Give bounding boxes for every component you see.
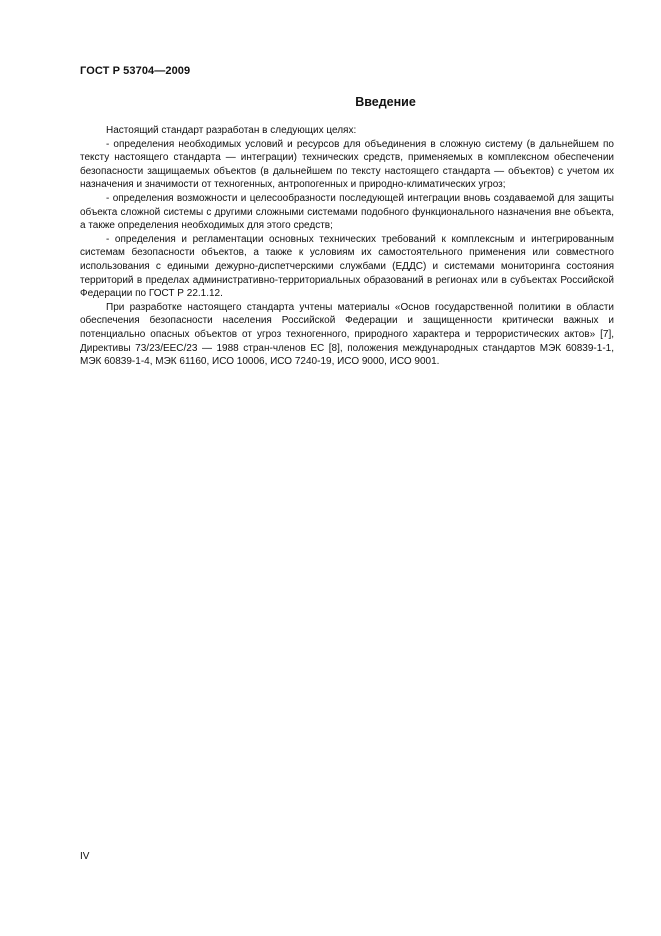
sources-paragraph: При разработке настоящего стандарта учтены материалы «Основ государственной политики в области обеспечения безопасности населения Российской Федерации и защищенности критически важных и потенциально опасных объектов от угроз техногенного, природного характера и террористических актов» [7], Директивы 73/23/ЕЕС/23 — 1988 стран-членов ЕС [8], положения международных стандартов МЭК 60839-1-1, МЭК 60839-1-4, МЭК 61160, ИСО 10006, ИСО 7240-19, ИСО 9000, ИСО 9001.: [80, 301, 614, 368]
goal-item-requirements: - определения и регламентации основных технических требований к комплексным и интегрированным системам безопасности объектов, а также к условиям их самостоятельного применения или совместного использования с едиными дежурно-диспетчерскими службами (ЕДДС) и системами мониторинга состояния территорий в пределах административно-территориальных образований в регионах или в субъектах Российской Федерации по ГОСТ Р 22.1.12.: [80, 233, 614, 300]
goal-item-external-integration: - определения возможности и целесообразности последующей интеграции вновь создаваемой для защиты объекта сложной системы с другими сложными системами подобного функционального назначения вне объекта, а также определения необходимых для этого средств;: [80, 192, 614, 232]
goal-item-integration: - определения необходимых условий и ресурсов для объединения в сложную систему (в дальнейшем по тексту настоящего стандарта — интеграции) технических средств, применяемых в комплексном обеспечении безопасности защищаемых объектов (в дальнейшем по тексту настоящего стандарта — объектов) с учетом их назначения и значимости от техногенных, антропогенных и природно-климатических угроз;: [80, 138, 614, 191]
intro-paragraph: Настоящий стандарт разработан в следующих целях:: [106, 125, 357, 136]
document-code: ГОСТ Р 53704—2009: [80, 65, 191, 77]
page-number: IV: [80, 851, 90, 862]
body-text: [80, 124, 614, 369]
section-title: Введение: [355, 95, 416, 109]
